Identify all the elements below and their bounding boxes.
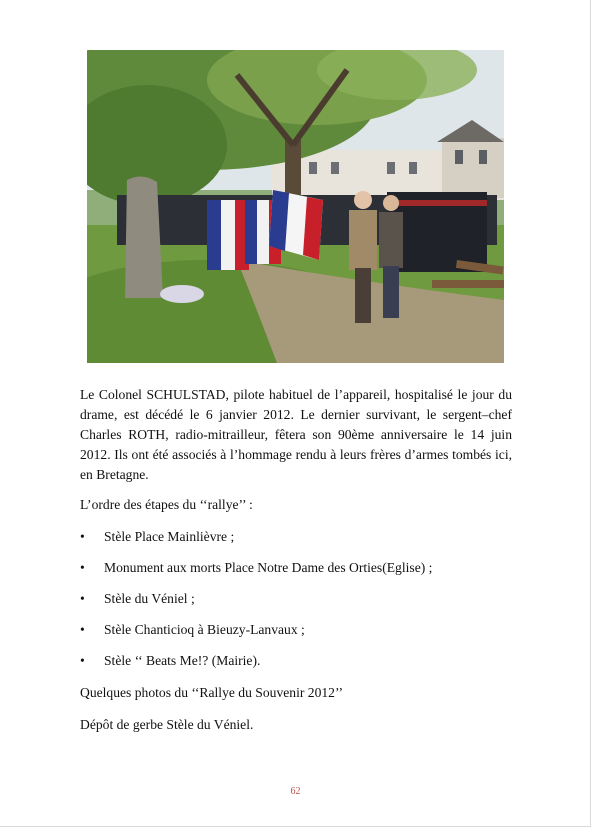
list-item (80, 620, 512, 651)
list-item (80, 589, 512, 620)
step-label: Monument aux morts Place Notre Dame des Orties(Eglise) ; (104, 560, 433, 575)
steps-intro: L’ordre des étapes du ‘‘rallye’’ : (80, 497, 253, 512)
step-label: Stèle du Véniel ; (104, 591, 195, 606)
bullet-icon: • (80, 560, 85, 575)
bullet-icon: • (80, 529, 85, 544)
bullet-icon: • (80, 622, 85, 637)
bullet-icon: • (80, 653, 85, 668)
steps-list (80, 527, 512, 682)
photos-heading: Quelques photos du ‘‘Rallye du Souvenir 2012’’ (80, 685, 344, 700)
list-item (80, 651, 512, 682)
step-label: Stèle Chanticioq à Bieuzy-Lanvaux ; (104, 622, 305, 637)
body-paragraph: Le Colonel SCHULSTAD, pilote habituel de l’appareil, hospitalisé le jour du drame, est décédé le 6 janvier 2012. Le dernier survivant, le sergent–chef Charles ROTH, radio-mitrailleur, fêtera son 90ème anniversaire le 14 juin 2012. Ils ont été associés à l’hommage rendu à leurs frères d’armes tombés ici, en Bretagne. (80, 387, 512, 482)
step-label: Stèle ‘‘ Beats Me!? (Mairie). (104, 653, 261, 668)
page-number: 62 (290, 786, 301, 797)
bullet-icon: • (80, 591, 85, 606)
step-label: Stèle Place Mainlièvre ; (104, 529, 235, 544)
ceremony-photo (87, 50, 504, 363)
list-item (80, 527, 512, 558)
list-item (80, 558, 512, 589)
photo-caption: Dépôt de gerbe Stèle du Véniel. (80, 717, 254, 732)
